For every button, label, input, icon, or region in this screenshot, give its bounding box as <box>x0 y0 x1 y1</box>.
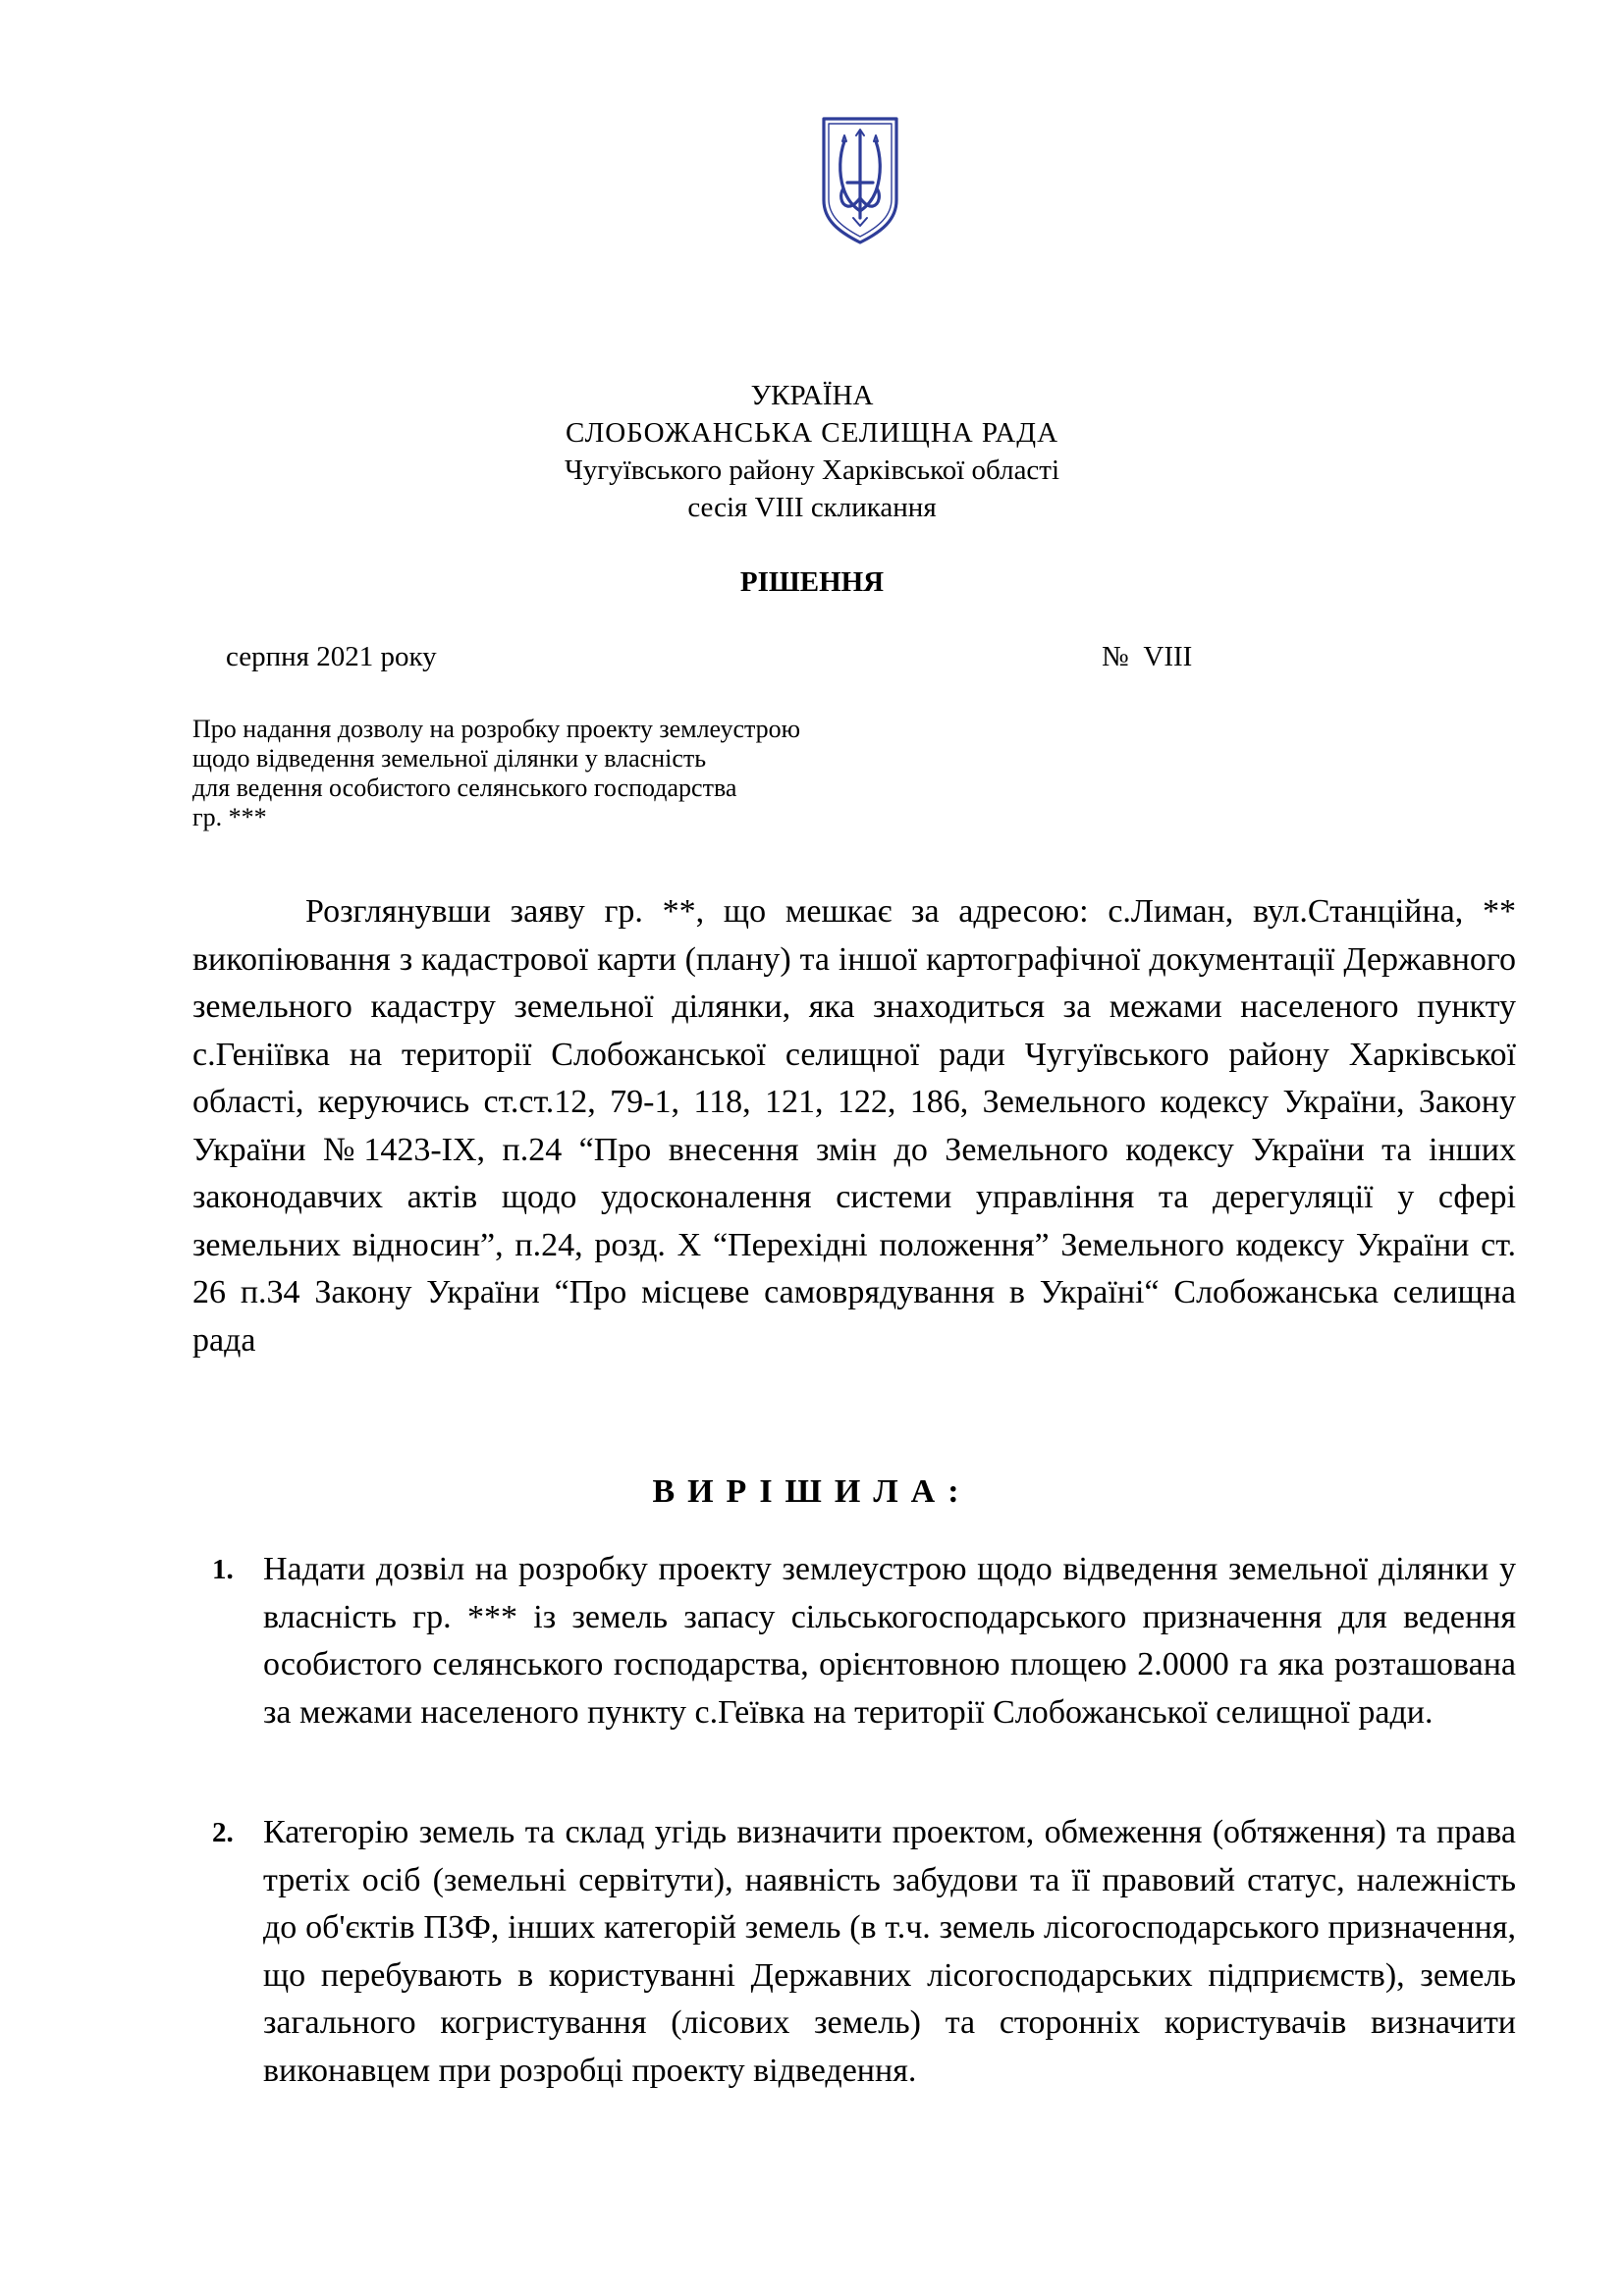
coat-of-arms-icon <box>821 116 899 245</box>
document-subject <box>192 715 978 832</box>
district-name: Чугуївського району Харківської області <box>564 454 1060 486</box>
subject-line: щодо відведення земельної ділянки у власність <box>192 744 707 773</box>
document-date: серпня 2021 року <box>226 641 437 672</box>
document-number: № VIII <box>1102 641 1193 672</box>
subject-line: для ведення особистого селянського господарства <box>192 774 737 802</box>
header-council <box>0 415 1624 452</box>
decision-item-number: 2. <box>212 1817 234 1848</box>
subject-line: гр. *** <box>192 803 267 831</box>
decision-item-text: Категорію земель та склад угідь визначити проектом, обмеження (обтяження) та права третіх осіб (земельні сервітути), наявність забудови та її правовий статус, належність до об'єктів ПЗФ, інших категорій земель (в т.ч. земель лісогосподарського призначення, що перебувають в користуванні Державних лісогосподарських підприємств), земель загального когристування (лісових земель) та сторонніх користувачів визначити виконавцем при розробці проекту відведення. <box>263 1814 1516 2089</box>
header-district <box>0 453 1624 489</box>
decision-item-text: Надати дозвіл на розробку проекту землеустрою щодо відведення земельної ділянки у власність гр. *** із земель запасу сільськогосподарського призначення для ведення особистого селянського господарства, орієнтовною площею 2.0000 га яка розташована за межами населеного пункту с.Геївка на території Слобожанської селищної ради. <box>263 1551 1516 1731</box>
council-name: СЛОБОЖАНСЬКА СЕЛИЩНА РАДА <box>565 417 1059 449</box>
header-country <box>0 378 1624 414</box>
document-title: РІШЕННЯ <box>739 566 885 598</box>
resolved-heading: ВИРІШИЛА: <box>652 1473 972 1510</box>
decision-item <box>192 1546 1516 1736</box>
session-label: сесія VIII скликання <box>687 492 937 523</box>
decision-item <box>192 1809 1516 2095</box>
subject-line: Про надання дозволу на розробку проекту землеустрою <box>192 715 801 743</box>
header-session <box>0 490 1624 526</box>
decision-item-number: 1. <box>212 1554 234 1585</box>
country-name: УКРАЇНА <box>750 380 874 411</box>
preamble-paragraph: Розглянувши заяву гр. **, що мешкає за адресою: с.Лиман, вул.Станційна, ** викопіювання з кадастрової карти (плану) та іншої картографічної документації Державного земельного кадастру земельної ділянки, яка знаходиться за межами населеного пункту с.Геніївка на території Слобожанської селищної ради Чугуївського району Харківської області, керуючись ст.ст.12, 79-1, 118, 121, 122, 186, Земельного кодексу України, Закону України №1423-ІХ, п.24 “Про внесення змін до Земельного кодексу України та інших законодавчих актів щодо удосконалення системи управління та дерегуляції у сфері земельних відносин”, п.24, розд. Х “Перехідні положення” Земельного кодексу України ст. 26 п.34 Закону України “Про місцеве самоврядування в Україні“ Слобожанська селищна рада <box>192 893 1516 1359</box>
